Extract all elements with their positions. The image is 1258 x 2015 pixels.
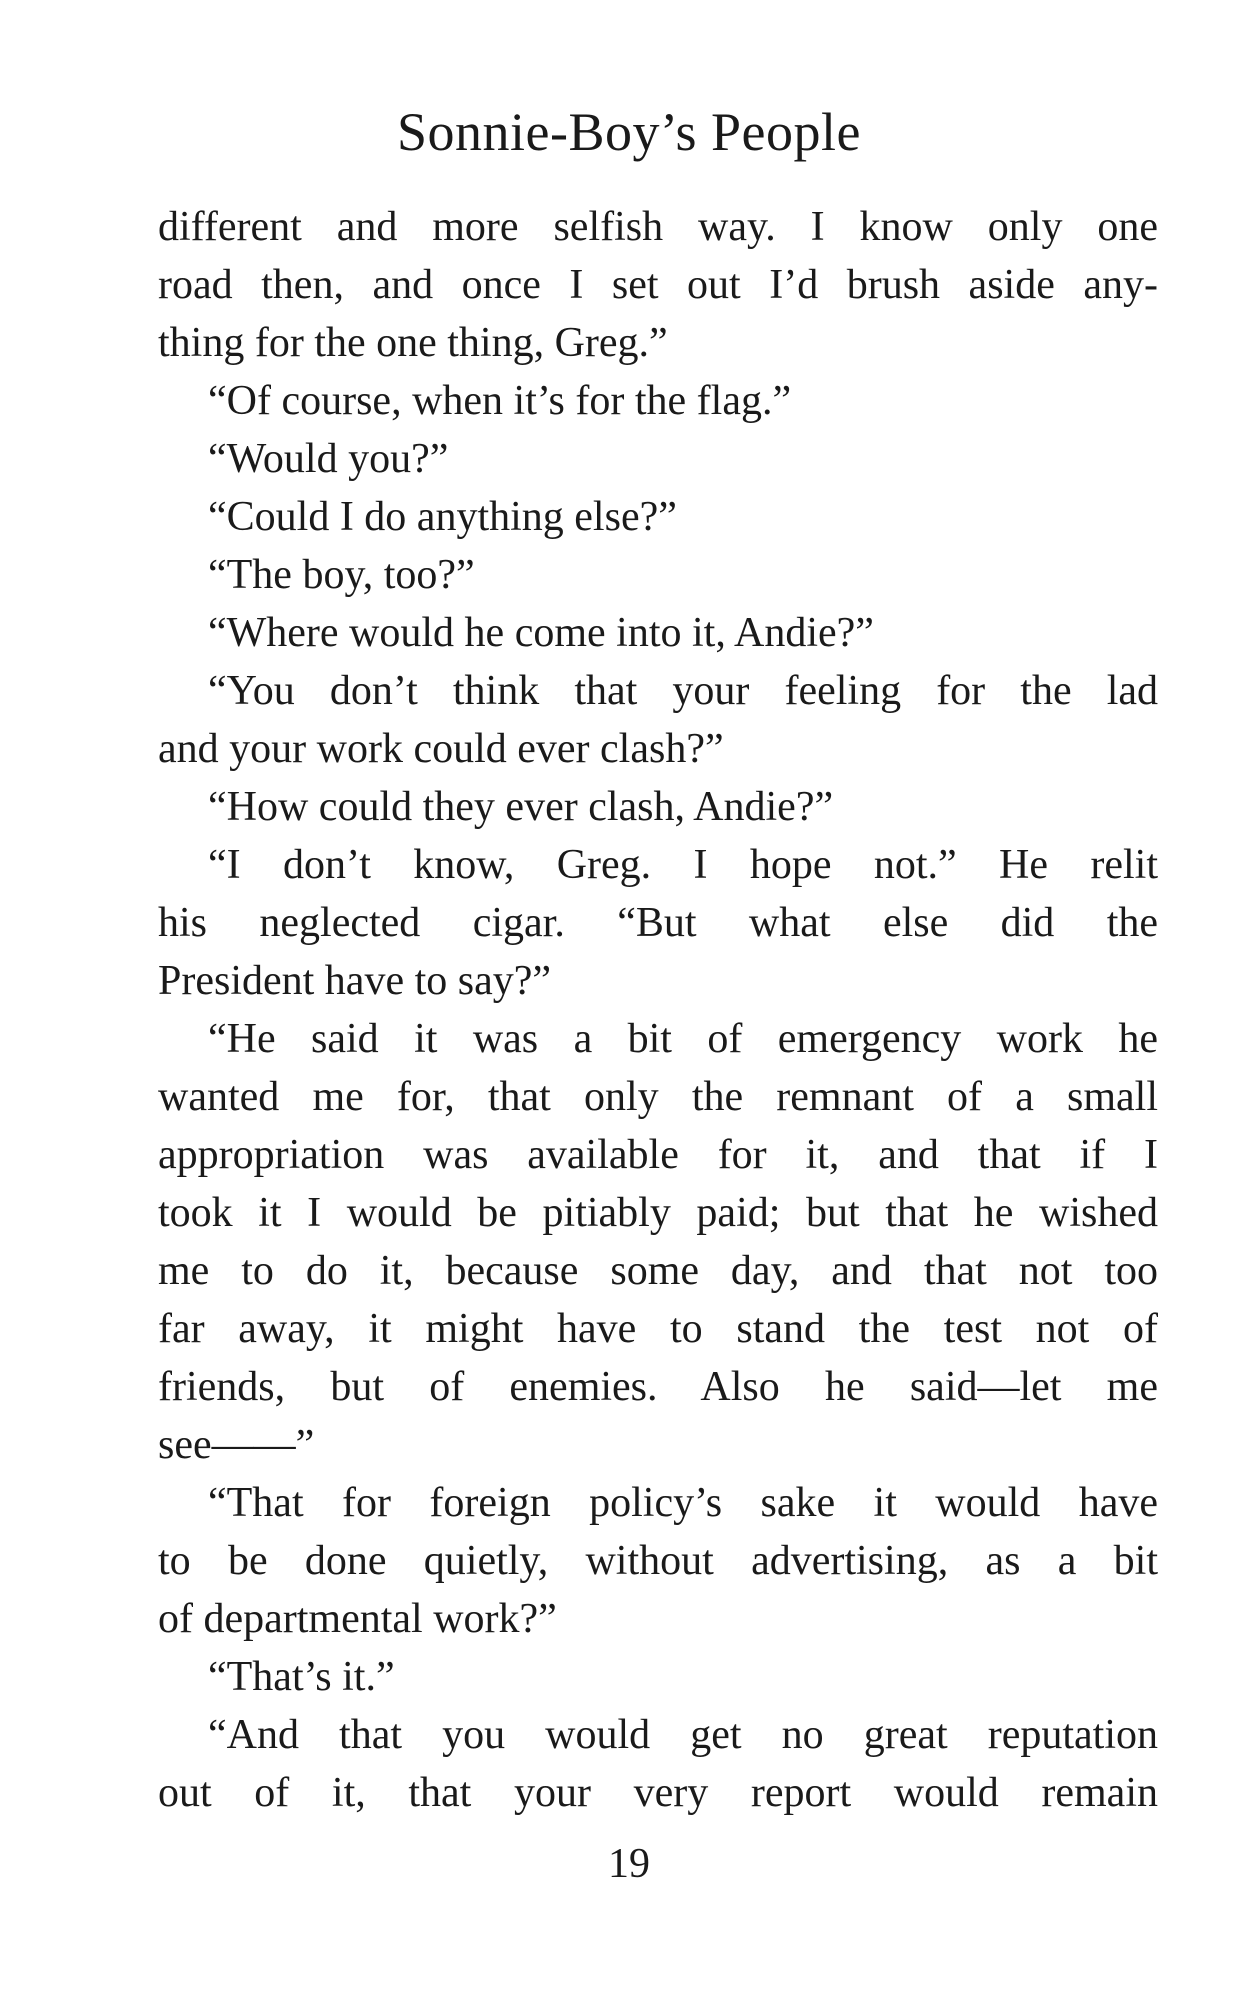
text-line: “And that you would get no great reputation <box>208 1712 1158 1758</box>
text-line: of departmental work?” <box>158 1596 557 1642</box>
running-head: Sonnie-Boy’s People <box>397 102 861 162</box>
text-line: and your work could ever clash?” <box>158 726 724 772</box>
text-line: “Of course, when it’s for the flag.” <box>208 378 792 424</box>
text-line: took it I would be pitiably paid; but that he wished <box>158 1190 1158 1236</box>
text-line: different and more selfish way. I know only one <box>158 204 1158 250</box>
text-line: “The boy, too?” <box>208 552 475 598</box>
text-line: “I don’t know, Greg. I hope not.” He relit <box>208 842 1158 888</box>
text-line: “Could I do anything else?” <box>208 494 677 540</box>
text-line: far away, it might have to stand the test not of <box>158 1306 1158 1352</box>
text-line: President have to say?” <box>158 958 552 1004</box>
text-line: “Where would he come into it, Andie?” <box>208 610 874 656</box>
text-line: friends, but of enemies. Also he said—let me <box>158 1364 1158 1410</box>
text-line: to be done quietly, without advertising, as a bit <box>158 1538 1158 1584</box>
text-line: appropriation was available for it, and that if I <box>158 1132 1158 1178</box>
text-line: me to do it, because some day, and that not too <box>158 1248 1158 1294</box>
text-line: wanted me for, that only the remnant of a small <box>158 1074 1158 1120</box>
text-line: “Would you?” <box>208 436 449 482</box>
text-line: road then, and once I set out I’d brush aside any- <box>158 262 1158 308</box>
text-line: “You don’t think that your feeling for the lad <box>208 668 1158 714</box>
text-line: see——” <box>158 1422 315 1468</box>
text-line: “That’s it.” <box>208 1654 395 1700</box>
text-line: “That for foreign policy’s sake it would have <box>208 1480 1158 1526</box>
text-line: “He said it was a bit of emergency work he <box>208 1016 1158 1062</box>
body-text <box>158 198 1158 1822</box>
text-line: his neglected cigar. “But what else did the <box>158 900 1158 946</box>
text-line: out of it, that your very report would remain <box>158 1770 1158 1816</box>
page-number: 19 <box>608 1841 650 1887</box>
text-line: “How could they ever clash, Andie?” <box>208 784 834 830</box>
text-line: thing for the one thing, Greg.” <box>158 320 668 366</box>
